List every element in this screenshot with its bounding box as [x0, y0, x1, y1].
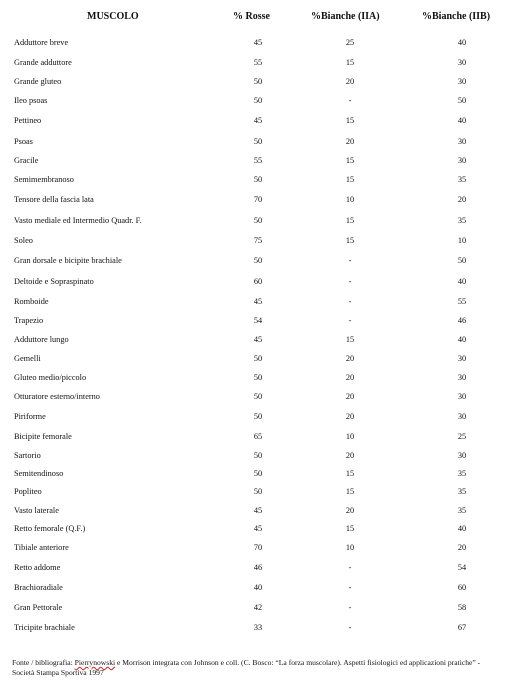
cell-bianche-iib: 40 [457, 276, 467, 286]
table-row [14, 230, 512, 250]
table-row [14, 311, 512, 330]
cell-muscle-name: Gran dorsale e bicipite brachiale [14, 256, 122, 265]
cell-muscle-name: Brachioradiale [14, 582, 63, 592]
cell-bianche-iib: 40 [457, 523, 467, 533]
cell-rosse: 70 [253, 195, 263, 204]
table-row [14, 210, 512, 230]
cell-bianche-iib: 50 [457, 256, 467, 265]
cell-bianche-iib: 54 [457, 563, 467, 572]
cell-rosse: 50 [253, 174, 263, 184]
cell-bianche-iia: - [348, 256, 352, 265]
table-row [14, 577, 512, 597]
cell-bianche-iib: 30 [457, 77, 467, 86]
cell-muscle-name: Gracile [14, 155, 39, 165]
cell-bianche-iia: 20 [345, 450, 355, 460]
cell-muscle-name: Pettineo [14, 116, 42, 125]
cell-bianche-iia: - [348, 96, 352, 105]
table-header [0, 11, 516, 25]
cell-rosse: 55 [253, 57, 263, 67]
cell-muscle-name: Sartorio [14, 450, 41, 460]
table-row [14, 617, 512, 637]
cell-rosse: 46 [253, 563, 263, 572]
cell-bianche-iib: 67 [457, 622, 467, 632]
cell-bianche-iib: 30 [457, 136, 467, 146]
cell-muscle-name: Retto femorale (Q.F.) [14, 523, 86, 533]
table-row [14, 330, 512, 349]
muscle-fiber-table [14, 33, 512, 637]
cell-bianche-iib: 46 [457, 316, 467, 325]
cell-muscle-name: Tricipite brachiale [14, 622, 75, 632]
footnote-suffix: e Morrison integrata con Johnson e coll. (C. Bosco: “La forza muscolare). Aspetti fisiologici ed applicazioni pratiche” - Società Stampa Sportiva 1997 [12, 658, 481, 677]
table-row [14, 501, 512, 519]
cell-muscle-name: Piriforme [14, 411, 46, 421]
table-row [14, 33, 512, 52]
cell-bianche-iib: 35 [457, 174, 467, 184]
cell-rosse: 50 [253, 392, 263, 401]
cell-rosse: 50 [253, 411, 263, 421]
cell-bianche-iia: 15 [345, 235, 355, 245]
cell-bianche-iib: 25 [457, 431, 467, 441]
cell-bianche-iia: 15 [345, 174, 355, 184]
cell-rosse: 45 [253, 335, 263, 344]
cell-bianche-iia: 15 [345, 523, 355, 533]
cell-rosse: 45 [253, 505, 263, 515]
cell-muscle-name: Gemelli [14, 353, 41, 363]
cell-rosse: 50 [253, 136, 263, 146]
cell-bianche-iib: 40 [457, 335, 467, 344]
cell-rosse: 75 [253, 235, 263, 245]
cell-bianche-iib: 30 [457, 353, 467, 363]
cell-bianche-iia: - [348, 296, 352, 306]
cell-rosse: 50 [253, 96, 263, 105]
cell-muscle-name: Gran Pettorale [14, 602, 63, 612]
table-row [14, 110, 512, 131]
cell-bianche-iia: 20 [345, 136, 355, 146]
cell-muscle-name: Grande adduttore [14, 57, 72, 67]
table-row [14, 446, 512, 464]
cell-muscle-name: Otturatore esterno/interno [14, 392, 100, 401]
cell-rosse: 50 [253, 77, 263, 86]
footnote-flagged-word: Pierrynowski [74, 658, 116, 667]
cell-bianche-iib: 30 [457, 155, 467, 165]
cell-bianche-iia: 25 [345, 38, 355, 47]
table-row [14, 537, 512, 558]
cell-rosse: 50 [253, 450, 263, 460]
table-row [14, 131, 512, 151]
cell-rosse: 50 [253, 372, 263, 382]
source-footnote [12, 658, 504, 678]
cell-bianche-iib: 50 [457, 96, 467, 105]
cell-muscle-name: Popliteo [14, 487, 42, 496]
table-row [14, 291, 512, 311]
cell-bianche-iia: 20 [345, 392, 355, 401]
cell-muscle-name: Semitendinoso [14, 468, 64, 478]
cell-muscle-name: Vasto mediale ed Intermedio Quadr. F. [14, 215, 142, 225]
table-row [14, 519, 512, 537]
cell-bianche-iib: 40 [457, 116, 467, 125]
cell-bianche-iib: 40 [457, 38, 467, 47]
header-muscolo: MUSCOLO [87, 11, 139, 22]
cell-muscle-name: Adduttore lungo [14, 335, 69, 344]
cell-bianche-iib: 10 [457, 235, 467, 245]
cell-bianche-iib: 35 [457, 487, 467, 496]
cell-rosse: 70 [253, 543, 263, 552]
cell-bianche-iib: 60 [457, 582, 467, 592]
cell-bianche-iia: - [348, 602, 352, 612]
cell-bianche-iib: 30 [457, 450, 467, 460]
table-row [14, 250, 512, 271]
table-row [14, 387, 512, 406]
header-bianche-iia: %Bianche (IIA) [311, 11, 380, 22]
cell-bianche-iib: 55 [457, 296, 467, 306]
cell-muscle-name: Tensore della fascia lata [14, 195, 94, 204]
cell-bianche-iia: 20 [345, 77, 355, 86]
cell-muscle-name: Trapezio [14, 316, 44, 325]
cell-rosse: 50 [253, 353, 263, 363]
cell-rosse: 60 [253, 276, 263, 286]
table-row [14, 52, 512, 72]
table-row [14, 464, 512, 482]
cell-rosse: 50 [253, 468, 263, 478]
cell-rosse: 50 [253, 215, 263, 225]
cell-muscle-name: Soleo [14, 235, 33, 245]
cell-rosse: 55 [253, 155, 263, 165]
cell-bianche-iia: - [348, 316, 352, 325]
cell-muscle-name: Gluteo medio/piccolo [14, 372, 87, 382]
cell-bianche-iia: 20 [345, 411, 355, 421]
table-row [14, 367, 512, 387]
table-row [14, 189, 512, 210]
cell-bianche-iib: 35 [457, 215, 467, 225]
cell-bianche-iia: - [348, 582, 352, 592]
cell-bianche-iia: 10 [345, 543, 355, 552]
cell-bianche-iia: 10 [345, 431, 355, 441]
cell-bianche-iib: 20 [457, 543, 467, 552]
table-body [14, 33, 512, 637]
cell-bianche-iia: 20 [345, 372, 355, 382]
cell-muscle-name: Ileo psoas [14, 96, 48, 105]
table-row [14, 169, 512, 189]
table-row [14, 151, 512, 169]
cell-rosse: 45 [253, 38, 263, 47]
cell-bianche-iia: 15 [345, 468, 355, 478]
table-row [14, 349, 512, 367]
cell-bianche-iia: - [348, 563, 352, 572]
cell-muscle-name: Psoas [14, 136, 33, 146]
cell-bianche-iib: 30 [457, 57, 467, 67]
cell-muscle-name: Tibiale anteriore [14, 543, 69, 552]
table-row [14, 72, 512, 91]
table-row [14, 271, 512, 291]
cell-bianche-iib: 58 [457, 602, 467, 612]
cell-rosse: 45 [253, 523, 263, 533]
cell-bianche-iia: 15 [345, 57, 355, 67]
table-row [14, 597, 512, 617]
cell-bianche-iia: 15 [345, 335, 355, 344]
cell-rosse: 33 [253, 622, 263, 632]
cell-muscle-name: Vasto laterale [14, 505, 59, 515]
cell-bianche-iia: 20 [345, 353, 355, 363]
cell-muscle-name: Adduttore breve [14, 38, 69, 47]
table-row [14, 426, 512, 446]
footnote-prefix: Fonte / bibliografia: [12, 658, 75, 667]
cell-muscle-name: Deltoide e Sopraspinato [14, 276, 94, 286]
cell-rosse: 42 [253, 602, 263, 612]
cell-rosse: 50 [253, 487, 263, 496]
cell-rosse: 45 [253, 116, 263, 125]
cell-bianche-iia: 10 [345, 195, 355, 204]
cell-muscle-name: Semimembranoso [14, 174, 74, 184]
cell-bianche-iia: - [348, 622, 352, 632]
cell-muscle-name: Bicipite femorale [14, 431, 72, 441]
cell-rosse: 40 [253, 582, 263, 592]
cell-rosse: 54 [253, 316, 263, 325]
cell-bianche-iia: 15 [345, 487, 355, 496]
header-bianche-iib: %Bianche (IIB) [422, 11, 491, 22]
cell-bianche-iib: 30 [457, 372, 467, 382]
cell-bianche-iib: 35 [457, 505, 467, 515]
table-row [14, 406, 512, 426]
cell-rosse: 50 [253, 256, 263, 265]
cell-bianche-iib: 30 [457, 411, 467, 421]
cell-bianche-iib: 30 [457, 392, 467, 401]
cell-muscle-name: Grande gluteo [14, 77, 62, 86]
cell-muscle-name: Romboide [14, 296, 49, 306]
cell-bianche-iia: 15 [345, 155, 355, 165]
cell-bianche-iia: 20 [345, 505, 355, 515]
cell-rosse: 65 [253, 431, 263, 441]
cell-bianche-iib: 20 [457, 195, 467, 204]
cell-muscle-name: Retto addome [14, 563, 61, 572]
table-row [14, 91, 512, 110]
cell-bianche-iib: 35 [457, 468, 467, 478]
cell-rosse: 45 [253, 296, 263, 306]
cell-bianche-iia: 15 [345, 215, 355, 225]
header-rosse: % Rosse [233, 11, 270, 22]
cell-bianche-iia: 15 [345, 116, 355, 125]
cell-bianche-iia: - [348, 276, 352, 286]
table-row [14, 558, 512, 577]
table-row [14, 482, 512, 501]
